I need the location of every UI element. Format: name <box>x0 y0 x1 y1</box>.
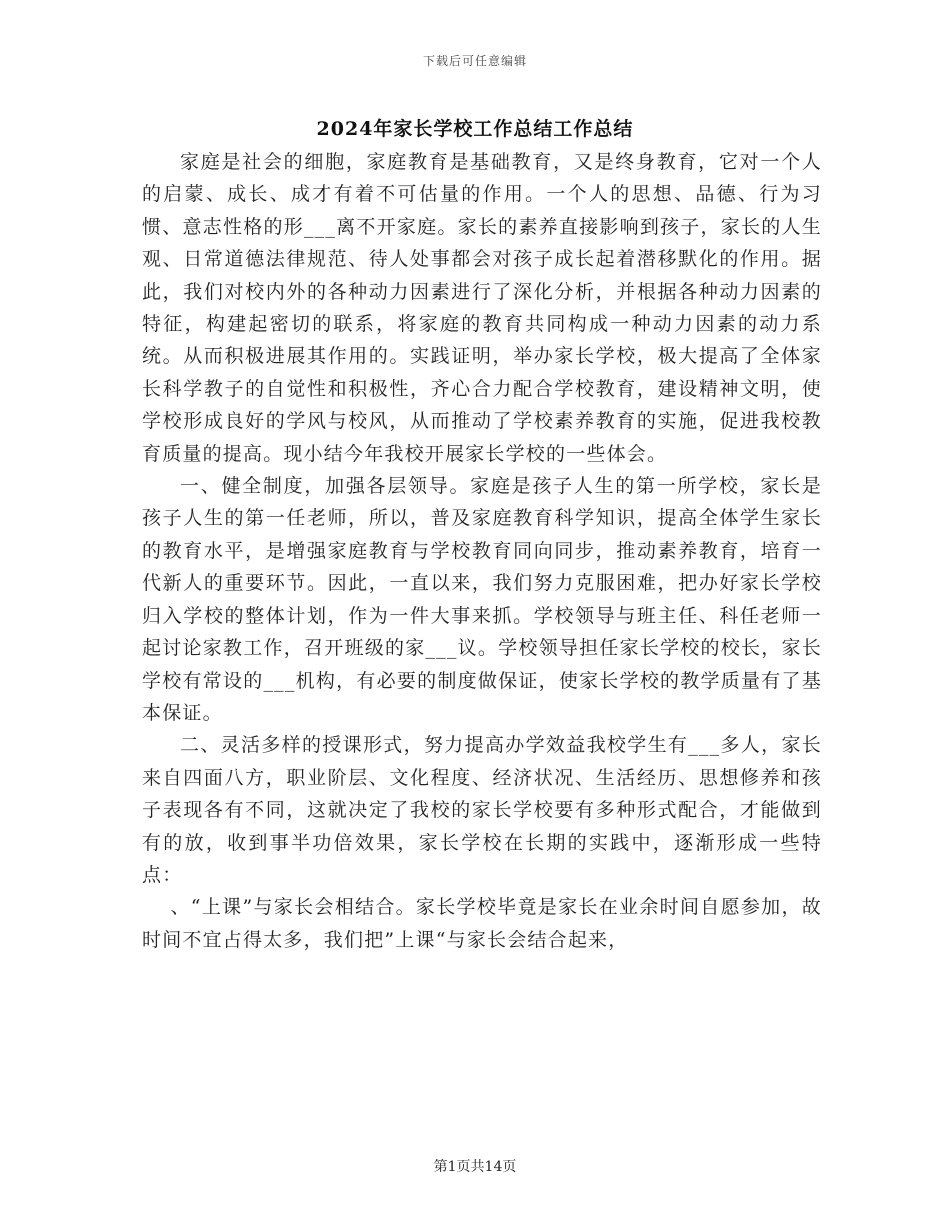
page-header-note: 下载后可任意编辑 <box>422 54 527 68</box>
paragraph-section-2: 二、灵活多样的授课形式，努力提高办学效益我校学生有___多人，家长来自四面八方，职业阶层、文化程度、经济状况、生活经历、思想修养和孩子表现各有不同，这就决定了我校的家长学校要有多种形式配合，才能做到有的放，收到事半功倍效果，家长学校在长期的实践中，逐渐形成一些特点： <box>142 734 822 886</box>
document-body <box>142 146 822 956</box>
page-footer-number: 第1页共14页 <box>433 1159 517 1175</box>
paragraph-intro: 家庭是社会的细胞，家庭教育是基础教育，又是终身教育，它对一个人的启蒙、成长、成才有着不可估量的作用。一个人的思想、品德、行为习惯、意志性格的形___离不开家庭。家长的素养直接影响到孩子，家长的人生观、日常道德法律规范、待人处事都会对孩子成长起着潜移默化的作用。据此，我们对校内外的各种动力因素进行了深化分析，并根据各种动力因素的特征，构建起密切的联系，将家庭的教育共同构成一种动力因素的动力系统。从而积极进展其作用的。实践证明，举办家长学校，极大提高了全体家长科学教子的自觉性和积极性，齐心合力配合学校教育，建设精神文明，使学校形成良好的学风与校风，从而推动了学校素养教育的实施，促进我校教育质量的提高。现小结今年我校开展家长学校的一些体会。 <box>142 151 822 465</box>
document-title: 2024年家长学校工作总结工作总结 <box>316 118 634 140</box>
paragraph-subsection: 、“上课”与家长会相结合。家长学校毕竟是家长在业余时间自愿参加，故时间不宜占得太多，我们把”上课“与家长会结合起来， <box>142 896 822 951</box>
paragraph-section-1: 一、健全制度，加强各层领导。家庭是孩子人生的第一所学校，家长是孩子人生的第一任老师，所以，普及家庭教育科学知识，提高全体学生家长的教育水平，是增强家庭教育与学校教育同向同步，推动素养教育，培育一代新人的重要环节。因此，一直以来，我们努力克服困难，把办好家长学校归入学校的整体计划，作为一件大事来抓。学校领导与班主任、科任老师一起讨论家教工作，召开班级的家___议。学校领导担任家长学校的校长，家长学校有常设的___机构，有必要的制度做保证，使家长学校的教学质量有了基本保证。 <box>142 475 822 724</box>
